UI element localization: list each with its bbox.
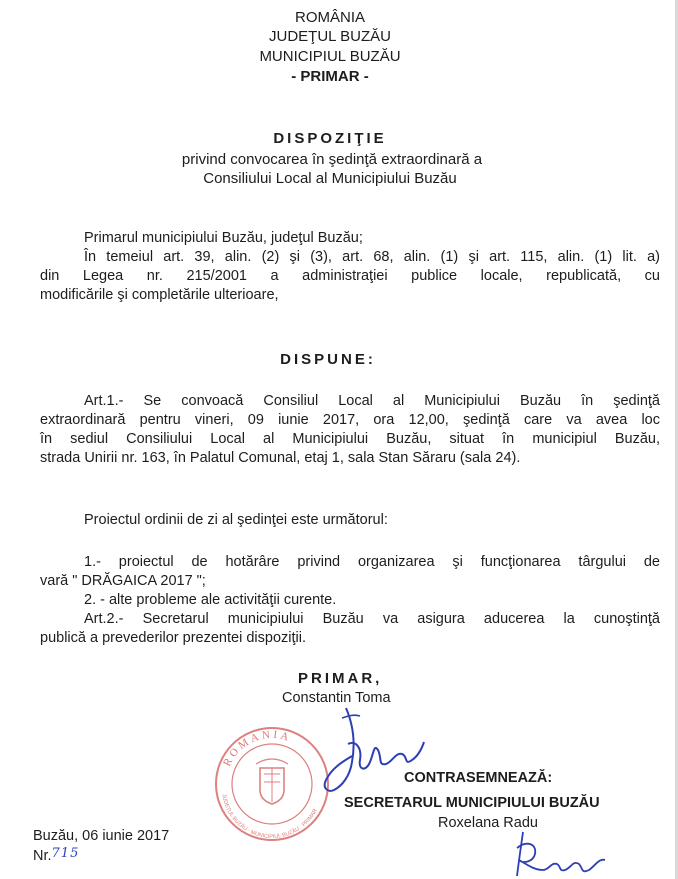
secretary-signature — [505, 826, 615, 879]
preamble-line: modificările şi completările ulterioare, — [40, 287, 279, 303]
agenda-intro: Proiectul ordinii de zi al şedinţei este următorul: — [84, 512, 388, 528]
countersign-label: CONTRASEMNEAZĂ: — [404, 770, 553, 786]
article-2-line: publică a prevederilor prezentei dispoziţii. — [40, 630, 306, 646]
article-line: Art.1.- Se convoacă Consiliul Local al Municipiului Buzău în şedinţă — [84, 393, 660, 409]
preamble-line: În temeiul art. 39, alin. (2) şi (3), art. 68, alin. (1) şi art. 115, alin. (1) lit. a) — [84, 249, 660, 265]
stamp-top-text: ROMANIA — [221, 728, 293, 769]
article-1 — [40, 392, 660, 468]
mayor-name: Constantin Toma — [282, 690, 391, 706]
title-subtitle-line1: privind convocarea în şedinţă extraordinară a — [181, 151, 483, 168]
preamble — [40, 229, 660, 305]
place-date: Buzău, 06 iunie 2017 — [33, 828, 170, 844]
document-number-label: Nr. — [33, 848, 52, 864]
preamble-line: din Legea nr. 215/2001 a administraţiei publice locale, republicată, cu — [40, 268, 660, 284]
title-subtitle-line2: Consiliului Local al Municipiului Buzău — [203, 170, 457, 187]
secretary-role: SECRETARUL MUNICIPIULUI BUZĂU — [344, 795, 600, 811]
document-number-handwritten: 715 — [51, 846, 80, 861]
article-line: în sediul Consiliului Local al Municipiului Buzău, situat în municipiul Buzău, — [40, 431, 660, 447]
agenda-item-1: 1.- proiectul de hotărâre privind organizarea şi funcţionarea târgului de — [84, 554, 660, 570]
document-title: DISPOZIŢIE — [273, 130, 387, 147]
article-line: strada Unirii nr. 163, în Palatul Comunal, etaj 1, sala Stan Săraru (sala 24). — [40, 450, 521, 466]
article-2-line: Art.2.- Secretarul municipiului Buzău va asigura aducerea la cunoştinţă — [84, 611, 660, 627]
agenda-intro-block — [40, 511, 660, 530]
article-line: extraordinară pentru vineri, 09 iunie 2017, ora 12,00, şedinţă care va avea loc — [40, 412, 660, 428]
stamp-bottom-text: JUDEȚUL BUZĂU · MUNICIPIUL BUZĂU · PRIMAR — [220, 793, 319, 841]
secretary-name: Roxelana Radu — [438, 815, 538, 831]
dispune-heading: DISPUNE: — [280, 351, 376, 368]
svg-text:ROMANIA — [221, 729, 293, 769]
header-country: ROMÂNIA — [294, 9, 365, 26]
header-office: - PRIMAR - — [291, 68, 369, 85]
header-county: JUDEŢUL BUZĂU — [269, 28, 391, 45]
document-number — [33, 848, 79, 864]
agenda-item-1-cont: vară " DRĂGAICA 2017 "; — [40, 573, 206, 589]
agenda-item-2: 2. - alte probleme ale activităţii curente. — [84, 592, 337, 608]
mayor-signature — [312, 704, 432, 804]
mayor-role: PRIMAR, — [298, 670, 383, 687]
header-municipality: MUNICIPIUL BUZĂU — [259, 48, 401, 65]
agenda-list — [40, 553, 660, 648]
preamble-line: Primarul municipiului Buzău, judeţul Buzău; — [84, 230, 363, 246]
